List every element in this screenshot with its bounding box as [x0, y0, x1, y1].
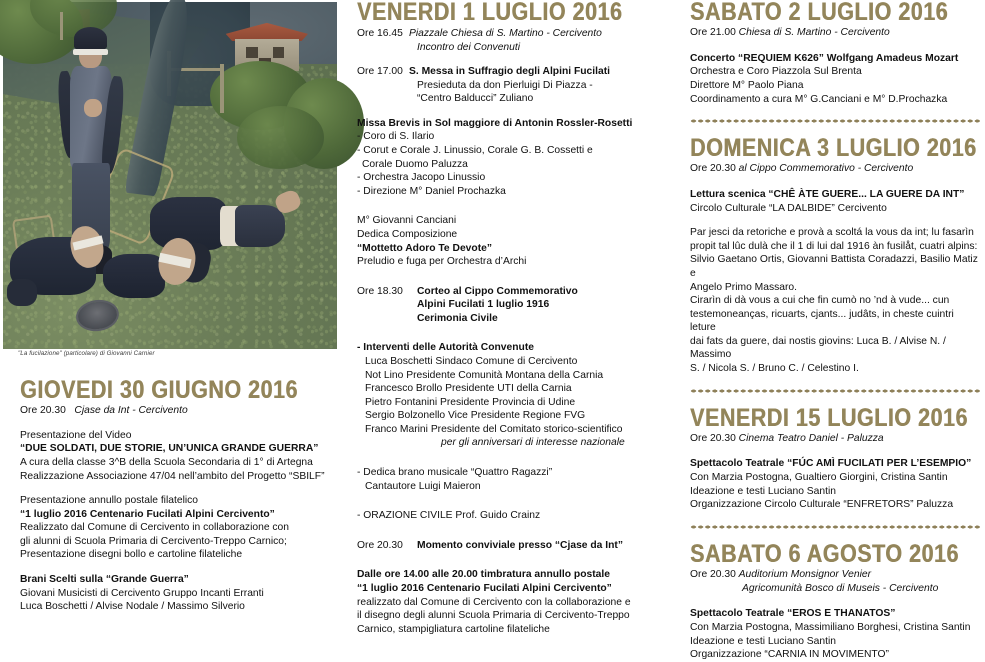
- paragraph-line: Silvio Gaetano Ortis, Giovanni Battista Coradazzi, Basilio Matiz e: [690, 254, 978, 279]
- text-line: “Centro Balducci” Zuliano: [417, 93, 534, 105]
- right-column: [690, 0, 980, 662]
- spacer: [357, 198, 682, 214]
- line-prefix: Ideazione e testi: [690, 485, 768, 497]
- text-line: Cerimonia Civile: [417, 312, 498, 324]
- paragraph-line: S. / Nicola S. / Bruno C. / Celestino I.: [690, 362, 859, 374]
- text-line: Lettura scenica “CHÊ ÀTE GUERE... LA GUERE DA INT”: [690, 189, 965, 201]
- spacer: [357, 325, 682, 341]
- authority-role: Presidente UTI della Carnia: [442, 383, 572, 395]
- paragraph-line: Par jesci da retoriche e provà a scoltá la vous da int; lu fasarìn: [690, 227, 974, 239]
- spacer: [357, 523, 682, 539]
- time-entry: [357, 65, 682, 106]
- text-line: Presieduta da don Pierluigi Di Piazza -: [417, 79, 593, 91]
- section-lines: [690, 188, 980, 215]
- dedication-block: [357, 214, 682, 268]
- section-lines: [690, 457, 980, 511]
- text-line: Realizzato dal Comune di Cercivento in collaborazione con: [20, 522, 290, 534]
- authority-role: Sindaco Comune di Cercivento: [432, 355, 578, 367]
- text-line: [690, 79, 980, 93]
- section-divider: [690, 525, 980, 529]
- oration-speaker: Prof. Guido Crainz: [452, 510, 541, 522]
- painting-figure: [3, 2, 337, 349]
- text-line: - Direzione M° Daniel Prochazka: [357, 185, 506, 197]
- section-time: Ore 20.30: [690, 432, 736, 444]
- right-column-body: [690, 0, 980, 662]
- time-entry: [357, 27, 682, 54]
- line-prefix: Direttore: [690, 80, 733, 92]
- section-time: Ore 20.30: [690, 163, 736, 175]
- entry-content: Momento conviviale presso “Cjase da Int”: [417, 539, 623, 551]
- soldier-body: [103, 254, 165, 297]
- text-line: [690, 635, 980, 649]
- paragraph-line: Angelo Primo Massaro.: [690, 281, 798, 293]
- section-venue: Auditorium Monsignor Venier: [738, 568, 872, 580]
- line-emphasis: M° G.Canciani e M° D.Prochazka: [794, 93, 948, 105]
- section-divider: [690, 119, 980, 123]
- dedication-prefix: - Dedica brano musicale: [357, 467, 471, 479]
- section-when: [690, 27, 980, 40]
- spacer: [690, 596, 980, 607]
- section-time: Ore 21.00: [690, 27, 736, 38]
- text-line: [690, 65, 980, 79]
- text-line: A cura della classe 3^B della Scuola Secondaria di 1° di Artegna: [20, 457, 313, 469]
- soldier-feet: [7, 279, 37, 306]
- mass-block: [357, 117, 682, 198]
- text-line: “DUE SOLDATI, DUE STORIE, UN’UNICA GRANDE GUERRA”: [20, 443, 319, 455]
- authority-role: Vice Presidente Regione FVG: [445, 410, 586, 422]
- house-window-right: [273, 47, 285, 58]
- day-heading: SABATO 2 LUGLIO 2016: [690, 0, 949, 26]
- painting-fallen-soldier-center: [103, 231, 210, 321]
- entry-time: Ore 16.45: [357, 28, 403, 39]
- section-lines: [690, 607, 980, 661]
- spacer: [357, 493, 682, 509]
- authority-role-continuation: per gli anniversari di interesse nazionale: [441, 437, 625, 449]
- section-venue-line2: [690, 583, 980, 596]
- soldier-hat: [74, 27, 107, 50]
- program-section: [690, 0, 980, 106]
- section-venue: al Cippo Commemorativo - Cercivento: [738, 163, 914, 175]
- left-when: [20, 405, 332, 418]
- spacer: [690, 215, 980, 226]
- postal-block: [357, 568, 682, 636]
- painting-caption: "La fucilazione" (particolare) di Giovanni Carnier: [18, 350, 155, 357]
- section-venue: Chiesa di S. Martino - Cercivento: [738, 27, 890, 38]
- text-line: [357, 466, 682, 480]
- evening-entry: [357, 539, 682, 553]
- day-heading-giovedi-30-giugno: GIOVEDI 30 GIUGNO 2016: [20, 376, 298, 404]
- text-block: [20, 494, 332, 562]
- spacer: [690, 177, 980, 188]
- section-divider: [690, 389, 980, 393]
- line-prefix: Coordinamento a cura: [690, 93, 795, 105]
- text-line: [690, 93, 980, 107]
- program-section: [690, 539, 980, 662]
- text-line: Brani Scelti sulla “Grande Guerra”: [20, 574, 189, 586]
- section-when: [690, 163, 980, 176]
- soldier-legs: [235, 205, 285, 248]
- line-prefix: Organizzazione: [690, 499, 765, 511]
- authority-name: Not Lino: [365, 369, 404, 381]
- text-line: - Corut e Corale J. Linussio, Corale G. B. Cossetti e: [357, 145, 593, 157]
- text-line: S. Messa in Suffragio degli Alpini Fucilati: [409, 66, 611, 78]
- authority-name: Luca Boschetti: [365, 355, 433, 367]
- section-time: Ore 20.30: [690, 568, 736, 580]
- day-heading: VENERDI 15 LUGLIO 2016: [690, 403, 968, 432]
- text-line: [690, 498, 980, 512]
- middle-column: [357, 0, 682, 636]
- authority-person: [357, 369, 682, 383]
- text-line: Preludio e fuga per Orchestra d’Archi: [357, 256, 527, 268]
- house-window-left: [246, 47, 258, 58]
- day-heading: DOMENICA 3 LUGLIO 2016: [690, 134, 977, 163]
- text-line: Cantautore Luigi Maieron: [365, 480, 481, 492]
- paragraph-line: testemoneanças, ricuarts, cjants... judâts, in cheste cuintri leture: [690, 308, 954, 334]
- section-lines: [690, 52, 980, 106]
- music-dedication-block: [357, 466, 682, 493]
- left-content-blocks: [20, 429, 332, 614]
- authority-name: Francesco Brollo: [365, 383, 443, 395]
- authority-person: [357, 382, 682, 396]
- text-line: il disegno degli alunni Scuola Primaria di Cercivento-Treppo: [357, 610, 630, 622]
- day-heading-venerdi-1-luglio: VENERDI 1 LUGLIO 2016: [357, 0, 623, 26]
- text-line: Circolo Culturale “LA DALBIDE” Cercivento: [690, 202, 887, 214]
- text-line: Piazzale Chiesa di S. Martino - Cercivento: [409, 28, 602, 39]
- section-when: [690, 433, 980, 446]
- text-line: - Orchestra Jacopo Linussio: [357, 172, 486, 184]
- authority-person: [357, 409, 682, 423]
- paragraph-line: Cirarìn di dà vous a cui che fin cumò no ’nd à vude... cun: [690, 295, 950, 307]
- spacer: [357, 106, 682, 117]
- text-line: Dedica Composizione: [357, 228, 458, 240]
- text-line: “1 luglio 2016 Centenario Fucilati Alpini Cercivento”: [20, 508, 275, 520]
- paragraph-line: propit tal lûc dulà che il 1 di lui dal 1916 àn fusilåt, cuatri alpins:: [690, 240, 978, 252]
- authority-name: Pietro Fontanini: [365, 396, 438, 408]
- text-line: M° Giovanni Canciani: [357, 215, 457, 227]
- entry-content: [409, 27, 682, 54]
- oration-line: [357, 509, 682, 523]
- authority-name: Franco Marini: [365, 423, 428, 435]
- text-block: [20, 429, 332, 483]
- oration-label: - ORAZIONE CIVILE: [357, 510, 453, 522]
- spacer: [690, 41, 980, 52]
- section-venue: Cinema Teatro Daniel - Paluzza: [738, 432, 884, 444]
- program-section: [690, 403, 980, 512]
- soldier-blindfold: [73, 49, 108, 56]
- text-line: Concerto “REQUIEM K626” Wolfgang Amadeus Mozart: [690, 52, 959, 64]
- section-when: [690, 569, 980, 582]
- line-emphasis: Piazzola Sul Brenta: [771, 66, 862, 78]
- entry-content: [409, 65, 682, 106]
- left-column: [0, 0, 345, 647]
- text-line: Carnico, stampigliatura cartoline filateliche: [357, 623, 550, 635]
- text-line: Missa Brevis in Sol maggiore di Antonin Rossler-Rosetti: [357, 117, 633, 129]
- painting-la-fucilazione: [3, 2, 337, 349]
- text-line: Incontro dei Convenuti: [417, 41, 521, 53]
- spacer: [690, 446, 980, 457]
- spacer: [357, 269, 682, 285]
- text-line: “1 luglio 2016 Centenario Fucilati Alpini Cercivento”: [357, 582, 612, 594]
- soldier-hands: [84, 99, 101, 117]
- authorities-title: - Interventi delle Autorità Convenute: [357, 342, 534, 354]
- line-emphasis: Circolo Culturale “ENFRETORS” Paluzza: [764, 499, 954, 511]
- left-column-text: [20, 378, 332, 614]
- left-time: Ore 20.30: [20, 405, 66, 416]
- text-line: Dalle ore 14.00 alle 20.00 timbratura annullo postale: [357, 569, 610, 581]
- text-line: Presentazione disegni bollo e cartoline filateliche: [20, 549, 243, 561]
- line-prefix: Ideazione e testi: [690, 635, 768, 647]
- line-emphasis: M° Paolo Piana: [732, 80, 804, 92]
- painting-bush-midright: [237, 106, 324, 168]
- spacer: [357, 450, 682, 466]
- line-emphasis: Luciano Santin: [767, 485, 836, 497]
- text-line: Realizzazione Associazione 47/04 nell’ambito del Progetto “SBILF”: [20, 470, 325, 482]
- spacer: [357, 552, 682, 568]
- entry-time: Ore 17.00: [357, 66, 403, 78]
- middle-column-body: [357, 27, 682, 636]
- text-line: Giovani Musicisti di Cercivento Gruppo Incanti Erranti: [20, 587, 264, 599]
- left-venue: Cjase da Int - Cercivento: [74, 405, 188, 416]
- authority-role: Presidente Comunità Montana della Carnia: [403, 369, 604, 381]
- entry-time: Ore 20.30: [357, 539, 403, 551]
- spacer: [357, 54, 682, 65]
- procession-entry: [357, 285, 682, 326]
- text-line: - Coro di S. Ilario: [357, 131, 435, 143]
- text-line: Presentazione del Video: [20, 429, 132, 441]
- text-line: [690, 485, 980, 499]
- text-line: Spettacolo Teatrale “FÚC AMÌ FUCILATI PER L’ESEMPIO”: [690, 458, 972, 470]
- text-block: [20, 573, 332, 614]
- line-prefix: Orchestra e Coro: [690, 66, 772, 78]
- text-line: Con Marzia Postogna, Massimiliano Borghesi, Cristina Santin: [690, 622, 971, 634]
- line-emphasis: Luciano Santin: [767, 635, 836, 647]
- text-line: “Mottetto Adoro Te Devote”: [357, 242, 492, 254]
- authority-role: Presidente Provincia di Udine: [437, 396, 576, 408]
- text-line: Corteo al Cippo Commemorativo: [417, 285, 578, 297]
- text-line: Con Marzia Postogna, Gualtiero Giorgini, Cristina Santin: [690, 471, 948, 483]
- authorities-block: [357, 341, 682, 450]
- text-line: Corale Duomo Paluzza: [362, 158, 468, 170]
- section-venue-secondary: Agricomunità Bosco di Museis - Cercivento: [742, 582, 939, 594]
- text-line: Presentazione annullo postale filatelico: [20, 495, 199, 507]
- text-line: [690, 648, 980, 662]
- section-paragraph: [690, 226, 980, 375]
- paragraph-line: dai fats da guere, dai nostis giovins: Luca B. / Alvise N. / Massimo: [690, 335, 946, 361]
- text-line: Spettacolo Teatrale “EROS E THANATOS”: [690, 608, 896, 620]
- text-line: Luca Boschetti / Alvise Nodale / Massimo Silverio: [20, 601, 245, 613]
- line-prefix: Organizzazione: [690, 649, 765, 661]
- authority-role: Presidente del Comitato storico-scientifico: [427, 423, 623, 435]
- painting-fence-post-2: [220, 64, 224, 113]
- entry-time: Ore 18.30: [357, 285, 403, 297]
- authority-person: [357, 396, 682, 410]
- program-section: [690, 136, 980, 375]
- text-line: gli alunni di Scuola Primaria di Cercivento-Treppo Carnico;: [20, 535, 287, 547]
- authority-person: [357, 355, 682, 369]
- text-line: Alpini Fucilati 1 luglio 1916: [417, 299, 550, 311]
- authority-person: [357, 423, 682, 437]
- line-emphasis: “CARNIA IN MOVIMENTO”: [764, 649, 889, 661]
- authority-name: Sergio Bolzonello: [365, 410, 446, 422]
- day-heading: SABATO 6 AGOSTO 2016: [690, 539, 959, 568]
- dedication-title: “Quattro Ragazzi”: [470, 467, 553, 479]
- text-line: realizzato dal Comune di Cercivento con la collaborazione e: [357, 596, 631, 608]
- entry-content: [409, 285, 682, 326]
